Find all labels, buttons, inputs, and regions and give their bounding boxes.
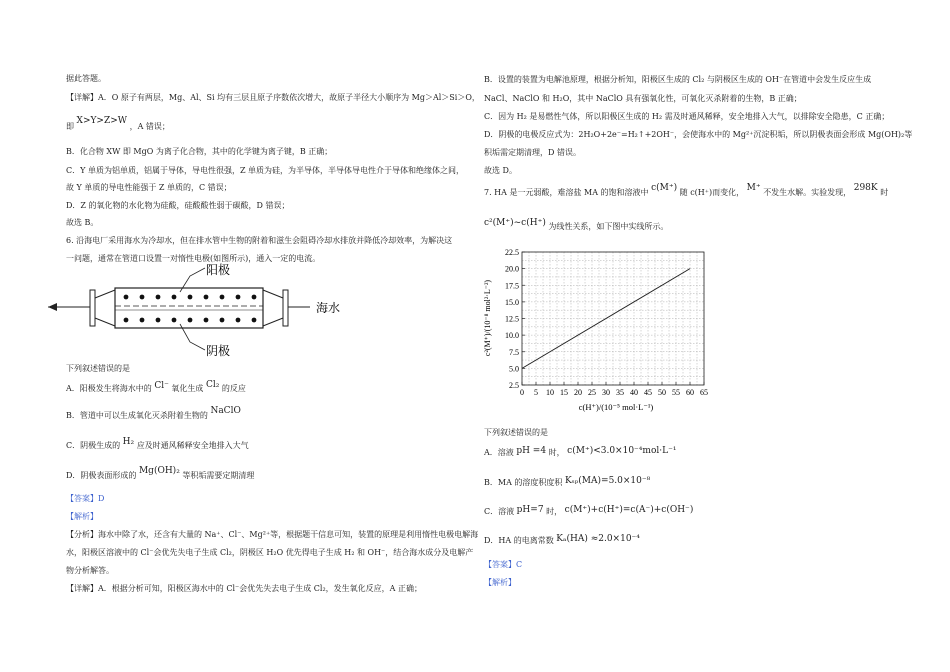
text-line: D．Z 的氧化物的水化物为硅酸，硅酸酸性弱于碳酸，D 错误； xyxy=(66,201,290,210)
option-c: C．溶液 pH=7 时， c(M⁺)+c(H⁺)=c(A⁻)+c(OH⁻) xyxy=(484,505,694,516)
analysis-label: 【解析】 xyxy=(484,578,516,587)
x-axis-label: c(H⁺)/(10⁻⁵ mol·L⁻¹) xyxy=(578,402,654,412)
x-tick-label: 15 xyxy=(560,388,568,397)
y-tick-label: 10.0 xyxy=(505,331,519,341)
text-line: 【分析】海水中除了水，还含有大量的 Na⁺、Cl⁻、Mg²⁺等，根据题干信息可知，装置的原理是利用惰性电极电解海 xyxy=(66,530,479,539)
x-tick-label: 50 xyxy=(658,388,666,397)
seawater-label: 海水 xyxy=(316,301,341,315)
y-tick-label: 20.0 xyxy=(505,264,519,274)
text-line: 故 Y 单质的导电性能强于 Z 单质的，C 错误； xyxy=(66,183,232,192)
y-tick-label: 22.5 xyxy=(505,248,519,257)
y-tick-label: 5.0 xyxy=(509,364,519,374)
y-tick-label: 2.5 xyxy=(509,381,519,390)
x-tick-label: 10 xyxy=(546,388,554,397)
y-tick-label: 12.5 xyxy=(505,314,519,324)
answer-label: 【答案】D xyxy=(66,494,105,503)
c2m-vs-ch-chart xyxy=(476,240,726,422)
y-tick-label: 7.5 xyxy=(509,347,519,357)
text-line: 【详解】A．O 原子有两层，Mg、Al、Si 均有三层且原子序数依次增大，故原子半径大小顺序为 Mg＞Al＞Si＞O， xyxy=(66,93,480,102)
text-line: 即 X>Y>Z>W ，A 错误； xyxy=(66,116,170,131)
x-tick-label: 0 xyxy=(520,388,524,397)
text-line: 物分析解答。 xyxy=(66,566,114,575)
text-line: B．化合物 XW 即 MgO 为离子化合物，其中的化学键为离子键，B 正确； xyxy=(66,147,333,156)
x-tick-label: 20 xyxy=(574,388,582,397)
electrolysis-pipe-figure xyxy=(40,262,370,362)
text-line: C．因为 H₂ 是易燃性气体，所以阳极区生成的 H₂ 需及时通风稀释，安全地排入大气，以排除安全隐患，C 正确； xyxy=(484,112,890,121)
y-tick-label: 17.5 xyxy=(505,281,519,291)
x-tick-label: 40 xyxy=(630,388,638,397)
anode-label: 阳极 xyxy=(206,263,231,277)
y-tick-label: 15.0 xyxy=(505,297,519,307)
text-line: 故选 D。 xyxy=(484,166,517,175)
question-6-stem: 6. 沿海电厂采用海水为冷却水，但在排水管中生物的附着和滋生会阻碍冷却水排放并降低冷却效率，为解决这 xyxy=(66,236,453,245)
x-tick-label: 25 xyxy=(588,388,596,397)
x-tick-label: 55 xyxy=(672,388,680,397)
text-line: NaCl、NaClO 和 H₂O，其中 NaClO 具有强氧化性，可氧化灭杀附着的生物，B 正确； xyxy=(484,94,802,103)
question-7-prompt: 下列叙述错误的是 xyxy=(484,428,548,437)
x-tick-label: 65 xyxy=(700,388,708,397)
option-a: A．溶液 pH =4 时， c(M⁺)<3.0×10⁻⁴mol·L⁻¹ xyxy=(484,446,677,457)
text-line: C．Y 单质为铝单质，铝属于导体，导电性很强，Z 单质为硅，为半导体，半导体导电性介于导体和绝缘体之间， xyxy=(66,166,465,175)
option-b: B．管道中可以生成氧化灭杀附着生物的 NaClO xyxy=(66,406,241,420)
answer-label: 【答案】C xyxy=(484,560,523,569)
text-line: 故选 B。 xyxy=(66,218,99,227)
text-line: 据此答题。 xyxy=(66,74,106,83)
text-line: D．阴极的电极反应式为：2H₂O+2e⁻=H₂↑+2OH⁻，会使海水中的 Mg²⁺沉淀积垢，所以阴极表面会形成 Mg(OH)₂等 xyxy=(484,130,913,139)
option-c: C．阴极生成的 H₂ 应及时通风稀释安全地排入大气 xyxy=(66,437,249,450)
x-tick-label: 5 xyxy=(534,388,538,397)
x-tick-label: 60 xyxy=(686,388,694,397)
text-line: 水，阳极区溶液中的 Cl⁻会优先失电子生成 Cl₂，阴极区 H₂O 优先得电子生成 H₂ 和 OH⁻，结合海水成分及电解产 xyxy=(66,548,474,557)
option-b: B．MA 的溶度积度积 Kₛₚ(MA)=5.0×10⁻⁸ xyxy=(484,476,651,487)
text-line: 【详解】A．根据分析可知，阳极区海水中的 Cl⁻会优先失去电子生成 Cl₂，发生氧化反应，A 正确； xyxy=(66,584,422,593)
question-6-stem: 一问题，通常在管道口设置一对惰性电极(如图所示)，通入一定的电流。 xyxy=(66,254,321,263)
x-tick-label: 35 xyxy=(616,388,624,397)
question-6-prompt: 下列叙述错误的是 xyxy=(66,364,130,373)
cathode-label: 阴极 xyxy=(206,344,231,358)
y-axis-label: c²(M⁺)/(10⁻⁸ mol²·L⁻²) xyxy=(483,279,492,357)
text-line: B．设置的装置为电解池原理，根据分析知，阳极区生成的 Cl₂ 与阴极区生成的 OH⁻在管道中会发生反应生成 xyxy=(484,75,872,84)
x-tick-label: 45 xyxy=(644,388,652,397)
x-tick-label: 30 xyxy=(602,388,610,397)
text-line: 积垢需定期清理，D 错误。 xyxy=(484,148,581,157)
analysis-label: 【解析】 xyxy=(66,512,98,521)
option-a: A．阳极发生将海水中的 Cl⁻ 氧化生成 Cl₂ 的反应 xyxy=(66,380,246,393)
question-7-stem: c²(M⁺)~c(H⁺) 为线性关系，如下图中实线所示。 xyxy=(484,218,669,231)
question-7-stem: 7. HA 是一元弱酸，难溶盐 MA 的饱和溶液中 c(M⁺) 随 c(H⁺)而变化， M⁺ 不发生水解。实验发现， 298K 时 xyxy=(484,183,889,197)
option-d: D．阴极表面形成的 Mg(OH)₂ 等积垢需要定期清理 xyxy=(66,466,255,480)
option-d: D．HA 的电离常数 Kₐ(HA) ≈2.0×10⁻⁴ xyxy=(484,534,640,545)
